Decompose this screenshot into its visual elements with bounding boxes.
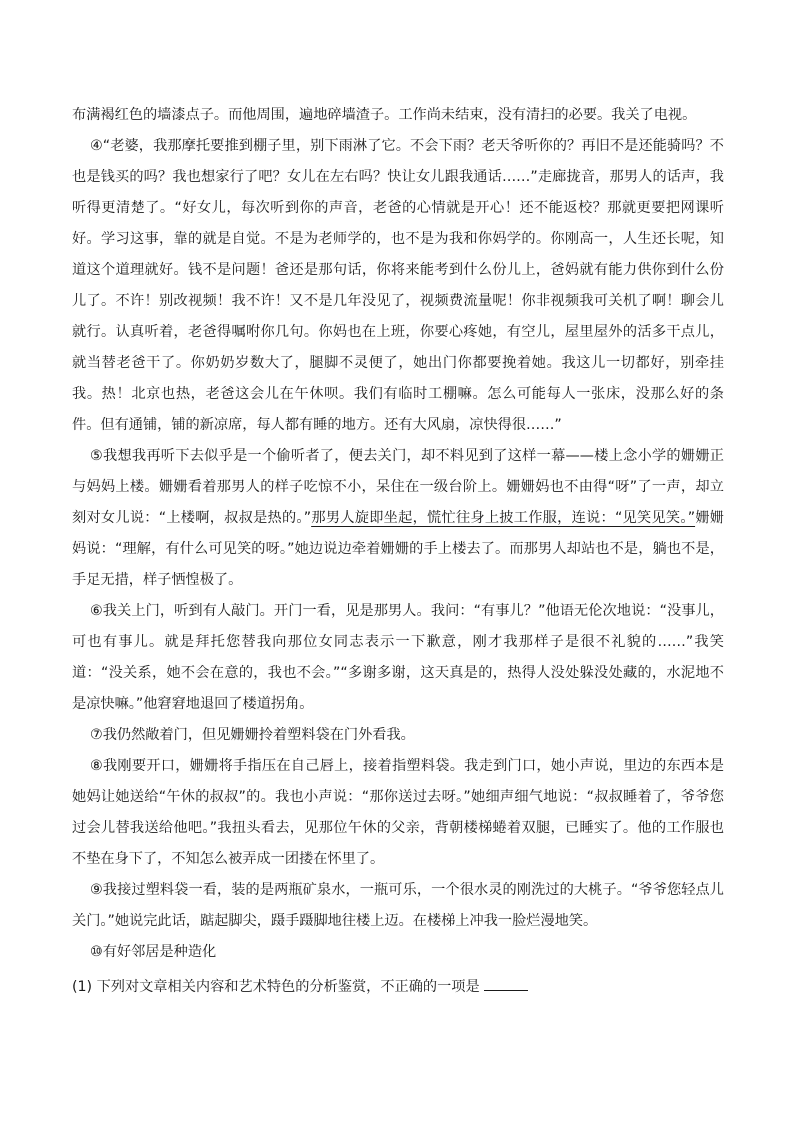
- paragraph-6: ⑥我关上门，听到有人敲门。开门一看，见是那男人。我问：“有事儿？”他语无伦次地说：“没事儿，可也有事儿。就是拜托您替我向那位女同志表示一下歉意，刚才我那样子是很不礼貌的……”我笑道：“没关系，她不会在意的，我也不会。”“多谢多谢，这天真是的，热得人没处躲没处藏的，水泥地不是凉快嘛。”他窘窘地退回了楼道拐角。: [72, 603, 724, 712]
- paragraph-10: ⑩有好邻居是种造化: [90, 944, 217, 960]
- paragraph-5-underlined-sentence: 那男人旋即坐起，慌忙往身上披工作服，连说：“见笑见笑。”: [311, 510, 696, 526]
- question-1-text: (1) 下列对文章相关内容和艺术特色的分析鉴赏，不正确的一项是: [72, 979, 480, 995]
- paragraph-4: ④“老婆，我那摩托要推到棚子里，别下雨淋了它。不会下雨？老天爷听你的？再旧不是还能骑吗？不也是钱买的吗？我也想家行了吧？女儿在左右吗？快让女儿跟我通话……”走廊拢音，那男人的话声，我听得更清楚了。“好女儿，每次听到你的声音，老爸的心情就是开心！还不能返校？那就更要把网课听好。学习这事，靠的就是自觉。不是为老师学的，也不是为我和你妈学的。你刚高一，人生还长呢，知道这个道理就好。钱不是问题！爸还是那句话，你将来能考到什么份儿上，爸妈就有能力供你到什么份儿了。不许！别改视频！我不许！又不是几年没见了，视频费流量呢！你非视频我可关机了啊！聊会儿就行。认真听着，老爸得嘱咐你几句。你妈也在上班，你要心疼她，有空儿，屋里屋外的活多干点儿，就当替老爸干了。你奶奶岁数大了，腿脚不灵便了，她出门你都要挽着她。我这儿一切都好，别牵挂我。热！北京也热，老爸这会儿在午休呗。我们有临时工棚嘛。怎么可能每人一张床，没那么好的条件。但有通铺，铺的新凉席，每人都有睡的地方。还有大风扇，凉快得很……”: [72, 138, 724, 433]
- paragraph-9: ⑨我接过塑料袋一看，装的是两瓶矿泉水，一瓶可乐，一个很水灵的刚洗过的大桃子。“爷爷您轻点儿关门。”她说完此话，踮起脚尖，蹑手蹑脚地往楼上迈。在楼梯上冲我一脸烂漫地笑。: [72, 882, 724, 929]
- question-1: [72, 972, 724, 1003]
- paragraph-8: ⑧我刚要开口，姗姗将手指压在自己唇上，接着指塑料袋。我走到门口，她小声说，里边的东西本是她妈让她送给“午休的叔叔”的。我也小声说：“那你送过去呀。”她细声细气地说：“叔叔睡着了，爷爷您过会儿替我送给他吧。”我扭头看去，见那位午休的父亲，背朝楼梯蜷着双腿，已睡实了。他的工作服也不垫在身下了，不知怎么被弄成一团搂在怀里了。: [72, 758, 724, 867]
- paragraph-0: 布满褐红色的墙漆点子。而他周围，遍地碎墙渣子。工作尚未结束，没有清扫的必要。我关了电视。: [72, 107, 697, 123]
- paragraph-5-text-before: ⑤我想我再听下去似乎是一个偷听者了，便去关门，却不料见到了这样一幕——楼上念小学的姗姗正与妈妈上楼。姗姗看着那男人的样子吃惊不小，呆住在一级台阶上。姗姗妈也不由得“呀”了一声，却立刻对女儿说：“上楼啊，叔叔是热的。”: [72, 448, 724, 526]
- paragraph-5-text-after: 姗姗妈说：“理解，有什么可见笑的呀。”她边说边牵着姗姗的手上楼去了。而那男人却站也不是，躺也不是，手足无措，样子恓惶极了。: [72, 510, 724, 588]
- document-page: [72, 100, 724, 1003]
- paragraph-5: [72, 441, 724, 596]
- paragraph-7: ⑦我仍然敞着门，但见姗姗拎着塑料袋在门外看我。: [90, 727, 415, 743]
- answer-blank[interactable]: [484, 974, 528, 991]
